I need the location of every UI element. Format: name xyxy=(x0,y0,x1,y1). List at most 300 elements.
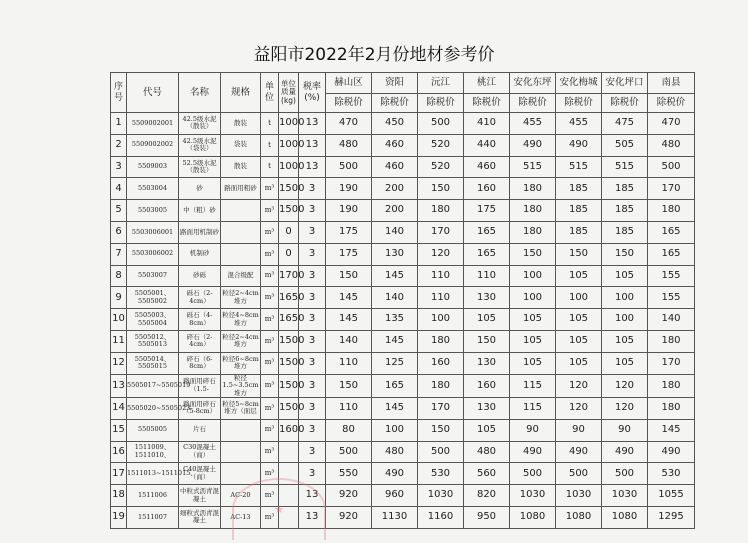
row-unit: m³ xyxy=(261,265,279,287)
row-price: 155 xyxy=(648,287,695,309)
row-price: 950 xyxy=(464,506,510,528)
table-row xyxy=(111,265,695,287)
row-weight: 1000 xyxy=(279,113,299,135)
row-price: 170 xyxy=(648,178,695,200)
row-price: 140 xyxy=(372,221,418,243)
row-price: 185 xyxy=(602,200,648,222)
row-unit: m³ xyxy=(261,374,279,397)
row-unit: t xyxy=(261,113,279,135)
row-number: 11 xyxy=(111,330,127,352)
row-tax: 13 xyxy=(299,134,326,156)
row-price: 105 xyxy=(556,309,602,331)
row-weight: 1700 xyxy=(279,265,299,287)
row-price: 515 xyxy=(556,156,602,178)
row-weight: 1000 xyxy=(279,134,299,156)
official-seal: ★ xyxy=(232,478,326,540)
table-row xyxy=(111,485,695,507)
row-price: 175 xyxy=(464,200,510,222)
header-region: 沅江 xyxy=(418,73,464,94)
row-price: 105 xyxy=(556,330,602,352)
row-price: 515 xyxy=(602,156,648,178)
row-number: 15 xyxy=(111,419,127,441)
row-price: 110 xyxy=(464,265,510,287)
table-row xyxy=(111,352,695,374)
row-price: 440 xyxy=(464,134,510,156)
row-code: 5509002001 xyxy=(127,113,179,135)
row-tax: 13 xyxy=(299,156,326,178)
row-weight: 1500 xyxy=(279,374,299,397)
row-number: 3 xyxy=(111,156,127,178)
row-price: 455 xyxy=(510,113,556,135)
row-price: 115 xyxy=(510,397,556,419)
row-price: 105 xyxy=(510,309,556,331)
row-code: 5505005 xyxy=(127,419,179,441)
row-price: 105 xyxy=(602,330,648,352)
row-price: 120 xyxy=(556,397,602,419)
row-price: 130 xyxy=(464,287,510,309)
row-price: 160 xyxy=(464,374,510,397)
row-code: 1511006 xyxy=(127,485,179,507)
row-tax: 3 xyxy=(299,265,326,287)
row-spec: 粒径2~4cm堆方 xyxy=(221,287,261,309)
row-price: 1030 xyxy=(602,485,648,507)
row-code: 1511009、1511010、 xyxy=(127,441,179,463)
row-price: 140 xyxy=(648,309,695,331)
table-row xyxy=(111,330,695,352)
row-price: 185 xyxy=(556,178,602,200)
header-weight: 单位质量(kg) xyxy=(279,73,299,113)
row-price: 180 xyxy=(510,200,556,222)
table-row xyxy=(111,243,695,265)
row-price: 120 xyxy=(556,374,602,397)
header-region: 安化东坪 xyxy=(510,73,556,94)
row-number: 13 xyxy=(111,374,127,397)
row-code: 5503005 xyxy=(127,200,179,222)
header-tax: 税率(%) xyxy=(299,73,326,113)
row-price: 120 xyxy=(602,374,648,397)
row-price: 160 xyxy=(418,352,464,374)
row-number: 16 xyxy=(111,441,127,463)
row-price: 480 xyxy=(648,134,695,156)
row-price: 460 xyxy=(372,156,418,178)
table-row xyxy=(111,287,695,309)
row-price: 1080 xyxy=(510,506,556,528)
table-row xyxy=(111,134,695,156)
row-weight: 0 xyxy=(279,243,299,265)
row-unit: m³ xyxy=(261,397,279,419)
row-price: 470 xyxy=(326,113,372,135)
row-spec: 粒径6~8cm堆方 xyxy=(221,352,261,374)
row-spec: 路面用粗砂 xyxy=(221,178,261,200)
row-unit: m³ xyxy=(261,352,279,374)
row-price: 1080 xyxy=(602,506,648,528)
row-spec xyxy=(221,200,261,222)
row-name: 42.5级水泥（散装） xyxy=(179,113,221,135)
row-name: 砾石（4-8cm） xyxy=(179,309,221,331)
row-price: 920 xyxy=(326,506,372,528)
header-sub: 除税价 xyxy=(464,94,510,113)
table-row xyxy=(111,309,695,331)
header-sub: 除税价 xyxy=(648,94,695,113)
row-price: 105 xyxy=(556,352,602,374)
row-spec: 粒径5~8cm堆方（面层 xyxy=(221,397,261,419)
row-price: 190 xyxy=(326,178,372,200)
row-code: 5505014、5505015 xyxy=(127,352,179,374)
row-weight: 1500 xyxy=(279,200,299,222)
row-unit: m³ xyxy=(261,221,279,243)
table-row xyxy=(111,178,695,200)
row-price: 100 xyxy=(510,287,556,309)
row-unit: m³ xyxy=(261,463,279,485)
row-price: 150 xyxy=(418,419,464,441)
row-price: 150 xyxy=(510,243,556,265)
row-price: 175 xyxy=(326,221,372,243)
row-price: 110 xyxy=(418,287,464,309)
row-tax: 3 xyxy=(299,243,326,265)
row-price: 140 xyxy=(372,287,418,309)
header-name: 名称 xyxy=(179,73,221,113)
row-price: 490 xyxy=(372,463,418,485)
row-name: 路面用碎石（5-8cm） xyxy=(179,397,221,419)
row-price: 500 xyxy=(648,156,695,178)
row-name: 砂 xyxy=(179,178,221,200)
row-tax: 3 xyxy=(299,397,326,419)
row-price: 455 xyxy=(556,113,602,135)
header-sub: 除税价 xyxy=(418,94,464,113)
row-price: 170 xyxy=(418,221,464,243)
row-tax: 3 xyxy=(299,287,326,309)
row-price: 1080 xyxy=(556,506,602,528)
row-unit: t xyxy=(261,134,279,156)
row-tax: 3 xyxy=(299,419,326,441)
row-weight: 1500 xyxy=(279,352,299,374)
row-name: 碎石（6-8cm） xyxy=(179,352,221,374)
row-price: 530 xyxy=(418,463,464,485)
row-price: 185 xyxy=(602,221,648,243)
row-price: 165 xyxy=(648,221,695,243)
row-tax: 3 xyxy=(299,200,326,222)
row-price: 450 xyxy=(372,113,418,135)
row-price: 1055 xyxy=(648,485,695,507)
row-price: 475 xyxy=(602,113,648,135)
row-price: 480 xyxy=(464,441,510,463)
row-price: 150 xyxy=(556,243,602,265)
row-price: 560 xyxy=(464,463,510,485)
row-price: 110 xyxy=(326,352,372,374)
row-code: 1511007 xyxy=(127,506,179,528)
row-price: 520 xyxy=(418,134,464,156)
row-price: 145 xyxy=(326,309,372,331)
row-price: 505 xyxy=(602,134,648,156)
row-tax: 3 xyxy=(299,309,326,331)
row-price: 515 xyxy=(510,156,556,178)
row-number: 10 xyxy=(111,309,127,331)
row-price: 1030 xyxy=(418,485,464,507)
row-number: 19 xyxy=(111,506,127,528)
header-code: 代号 xyxy=(127,73,179,113)
row-spec: AC-20 xyxy=(221,485,261,507)
row-unit: m³ xyxy=(261,506,279,528)
row-weight: 1000 xyxy=(279,156,299,178)
row-code: 5503006001 xyxy=(127,221,179,243)
row-price: 105 xyxy=(602,352,648,374)
header-region: 南县 xyxy=(648,73,695,94)
row-price: 1130 xyxy=(372,506,418,528)
row-unit: m³ xyxy=(261,178,279,200)
header-region: 赫山区 xyxy=(326,73,372,94)
row-unit: m³ xyxy=(261,243,279,265)
row-code: 5505012、5505013 xyxy=(127,330,179,352)
row-spec: 散装 xyxy=(221,156,261,178)
row-price: 150 xyxy=(326,374,372,397)
row-number: 5 xyxy=(111,200,127,222)
row-price: 130 xyxy=(464,352,510,374)
row-price: 80 xyxy=(326,419,372,441)
row-price: 520 xyxy=(418,156,464,178)
row-price: 480 xyxy=(326,134,372,156)
row-unit: m³ xyxy=(261,441,279,463)
row-price: 1030 xyxy=(510,485,556,507)
row-price: 185 xyxy=(556,221,602,243)
row-price: 1295 xyxy=(648,506,695,528)
row-price: 470 xyxy=(648,113,695,135)
row-code: 5505001、5505002 xyxy=(127,287,179,309)
row-unit: m³ xyxy=(261,485,279,507)
row-tax: 3 xyxy=(299,374,326,397)
row-number: 14 xyxy=(111,397,127,419)
row-number: 6 xyxy=(111,221,127,243)
row-tax: 3 xyxy=(299,463,326,485)
row-price: 165 xyxy=(464,243,510,265)
row-price: 820 xyxy=(464,485,510,507)
row-price: 490 xyxy=(648,441,695,463)
row-price: 180 xyxy=(648,374,695,397)
row-price: 180 xyxy=(418,330,464,352)
row-code: 5509003 xyxy=(127,156,179,178)
row-spec xyxy=(221,221,261,243)
row-weight: 1600 xyxy=(279,419,299,441)
table-row xyxy=(111,200,695,222)
row-code: 5503006002 xyxy=(127,243,179,265)
row-number: 9 xyxy=(111,287,127,309)
row-weight: 1650 xyxy=(279,287,299,309)
row-code: 5505017~5505019 xyxy=(127,374,179,397)
row-price: 100 xyxy=(372,419,418,441)
row-price: 90 xyxy=(602,419,648,441)
row-number: 4 xyxy=(111,178,127,200)
row-name: 52.5级水泥（散装） xyxy=(179,156,221,178)
row-price: 150 xyxy=(418,178,464,200)
row-price: 200 xyxy=(372,200,418,222)
row-weight: 0 xyxy=(279,221,299,243)
row-price: 490 xyxy=(556,134,602,156)
row-number: 17 xyxy=(111,463,127,485)
row-spec: 粒径2~4cm堆方 xyxy=(221,330,261,352)
row-unit: m³ xyxy=(261,287,279,309)
row-price: 90 xyxy=(556,419,602,441)
row-tax: 13 xyxy=(299,506,326,528)
row-price: 110 xyxy=(326,397,372,419)
table-row xyxy=(111,374,695,397)
row-price: 145 xyxy=(372,265,418,287)
row-price: 490 xyxy=(510,134,556,156)
row-price: 100 xyxy=(602,309,648,331)
row-name: C40混凝土（商） xyxy=(179,463,221,485)
header-unit: 单位 xyxy=(261,73,279,113)
row-number: 7 xyxy=(111,243,127,265)
row-weight: 1500 xyxy=(279,330,299,352)
row-price: 180 xyxy=(510,221,556,243)
row-tax: 13 xyxy=(299,485,326,507)
row-price: 120 xyxy=(602,397,648,419)
row-price: 130 xyxy=(464,397,510,419)
row-unit: m³ xyxy=(261,419,279,441)
row-tax: 3 xyxy=(299,441,326,463)
row-name: 中粒式沥青混凝土 xyxy=(179,485,221,507)
row-price: 165 xyxy=(464,221,510,243)
page-title: 益阳市2022年2月份地材参考价 xyxy=(253,45,495,65)
row-weight xyxy=(279,441,299,463)
row-price: 460 xyxy=(464,156,510,178)
row-price: 500 xyxy=(418,441,464,463)
row-price: 180 xyxy=(418,374,464,397)
row-price: 180 xyxy=(648,330,695,352)
row-price: 145 xyxy=(648,419,695,441)
row-price: 105 xyxy=(602,265,648,287)
row-price: 500 xyxy=(326,156,372,178)
header-region: 安化梅城 xyxy=(556,73,602,94)
row-name: 中（粗）砂 xyxy=(179,200,221,222)
row-price: 185 xyxy=(602,178,648,200)
table-row xyxy=(111,221,695,243)
row-price: 135 xyxy=(372,309,418,331)
row-price: 105 xyxy=(510,330,556,352)
row-number: 8 xyxy=(111,265,127,287)
row-price: 125 xyxy=(372,352,418,374)
header-sub: 除税价 xyxy=(602,94,648,113)
row-weight: 1500 xyxy=(279,178,299,200)
header-seq: 序号 xyxy=(111,73,127,113)
row-price: 110 xyxy=(418,265,464,287)
row-price: 170 xyxy=(648,352,695,374)
table-row xyxy=(111,156,695,178)
row-price: 410 xyxy=(464,113,510,135)
row-price: 160 xyxy=(464,178,510,200)
row-price: 175 xyxy=(326,243,372,265)
row-tax: 3 xyxy=(299,352,326,374)
row-price: 530 xyxy=(648,463,695,485)
row-tax: 3 xyxy=(299,330,326,352)
row-code: 5503004 xyxy=(127,178,179,200)
table-row xyxy=(111,463,695,485)
row-price: 105 xyxy=(464,309,510,331)
row-price: 115 xyxy=(510,374,556,397)
row-price: 180 xyxy=(648,200,695,222)
row-price: 490 xyxy=(556,441,602,463)
row-price: 140 xyxy=(326,330,372,352)
row-price: 120 xyxy=(418,243,464,265)
header-region: 安化坪口 xyxy=(602,73,648,94)
row-price: 500 xyxy=(602,463,648,485)
row-price: 460 xyxy=(372,134,418,156)
table-row xyxy=(111,441,695,463)
price-table xyxy=(110,72,695,529)
table-row xyxy=(111,419,695,441)
row-tax: 13 xyxy=(299,113,326,135)
row-number: 18 xyxy=(111,485,127,507)
header-region: 桃江 xyxy=(464,73,510,94)
row-weight: 1500 xyxy=(279,397,299,419)
row-spec: 粒径1.5~3.5cm堆方 xyxy=(221,374,261,397)
row-spec: 散装 xyxy=(221,113,261,135)
row-price: 150 xyxy=(602,243,648,265)
row-price: 145 xyxy=(326,287,372,309)
header-sub: 除税价 xyxy=(510,94,556,113)
row-price: 100 xyxy=(556,287,602,309)
row-name: 42.5级水泥（袋装） xyxy=(179,134,221,156)
row-spec xyxy=(221,243,261,265)
row-price: 500 xyxy=(326,441,372,463)
header-sub: 除税价 xyxy=(326,94,372,113)
row-price: 100 xyxy=(602,287,648,309)
row-price: 1030 xyxy=(556,485,602,507)
row-price: 105 xyxy=(510,352,556,374)
row-spec: AC-13 xyxy=(221,506,261,528)
row-price: 500 xyxy=(556,463,602,485)
table-row xyxy=(111,113,695,135)
row-name: 碎石（2-4cm） xyxy=(179,330,221,352)
row-name: 路面用碎石（1.5- xyxy=(179,374,221,397)
row-price: 130 xyxy=(372,243,418,265)
row-price: 200 xyxy=(372,178,418,200)
row-unit: m³ xyxy=(261,200,279,222)
table-row xyxy=(111,506,695,528)
row-price: 960 xyxy=(372,485,418,507)
row-price: 180 xyxy=(648,397,695,419)
row-spec xyxy=(221,419,261,441)
row-name: 细粒式沥青混凝土 xyxy=(179,506,221,528)
row-name: 片石 xyxy=(179,419,221,441)
row-price: 100 xyxy=(510,265,556,287)
row-price: 500 xyxy=(510,463,556,485)
row-price: 500 xyxy=(418,113,464,135)
table-row xyxy=(111,397,695,419)
row-code: 5505003、5505004 xyxy=(127,309,179,331)
row-price: 180 xyxy=(510,178,556,200)
row-number: 1 xyxy=(111,113,127,135)
row-number: 12 xyxy=(111,352,127,374)
row-name: 机制砂 xyxy=(179,243,221,265)
row-price: 145 xyxy=(372,397,418,419)
row-unit: m³ xyxy=(261,330,279,352)
row-price: 105 xyxy=(556,265,602,287)
row-number: 2 xyxy=(111,134,127,156)
row-price: 185 xyxy=(556,200,602,222)
row-price: 490 xyxy=(602,441,648,463)
row-price: 90 xyxy=(510,419,556,441)
row-unit: t xyxy=(261,156,279,178)
row-spec: 粒径4~8cm堆方 xyxy=(221,309,261,331)
row-code: 5505020~5505023 xyxy=(127,397,179,419)
row-code: 5509002002 xyxy=(127,134,179,156)
row-code: 5503007 xyxy=(127,265,179,287)
row-spec: 混合级配 xyxy=(221,265,261,287)
header-region: 资阳 xyxy=(372,73,418,94)
row-price: 165 xyxy=(372,374,418,397)
row-price: 165 xyxy=(648,243,695,265)
row-name: 路面用机制砂 xyxy=(179,221,221,243)
row-code: 1511013~1511015、 xyxy=(127,463,179,485)
